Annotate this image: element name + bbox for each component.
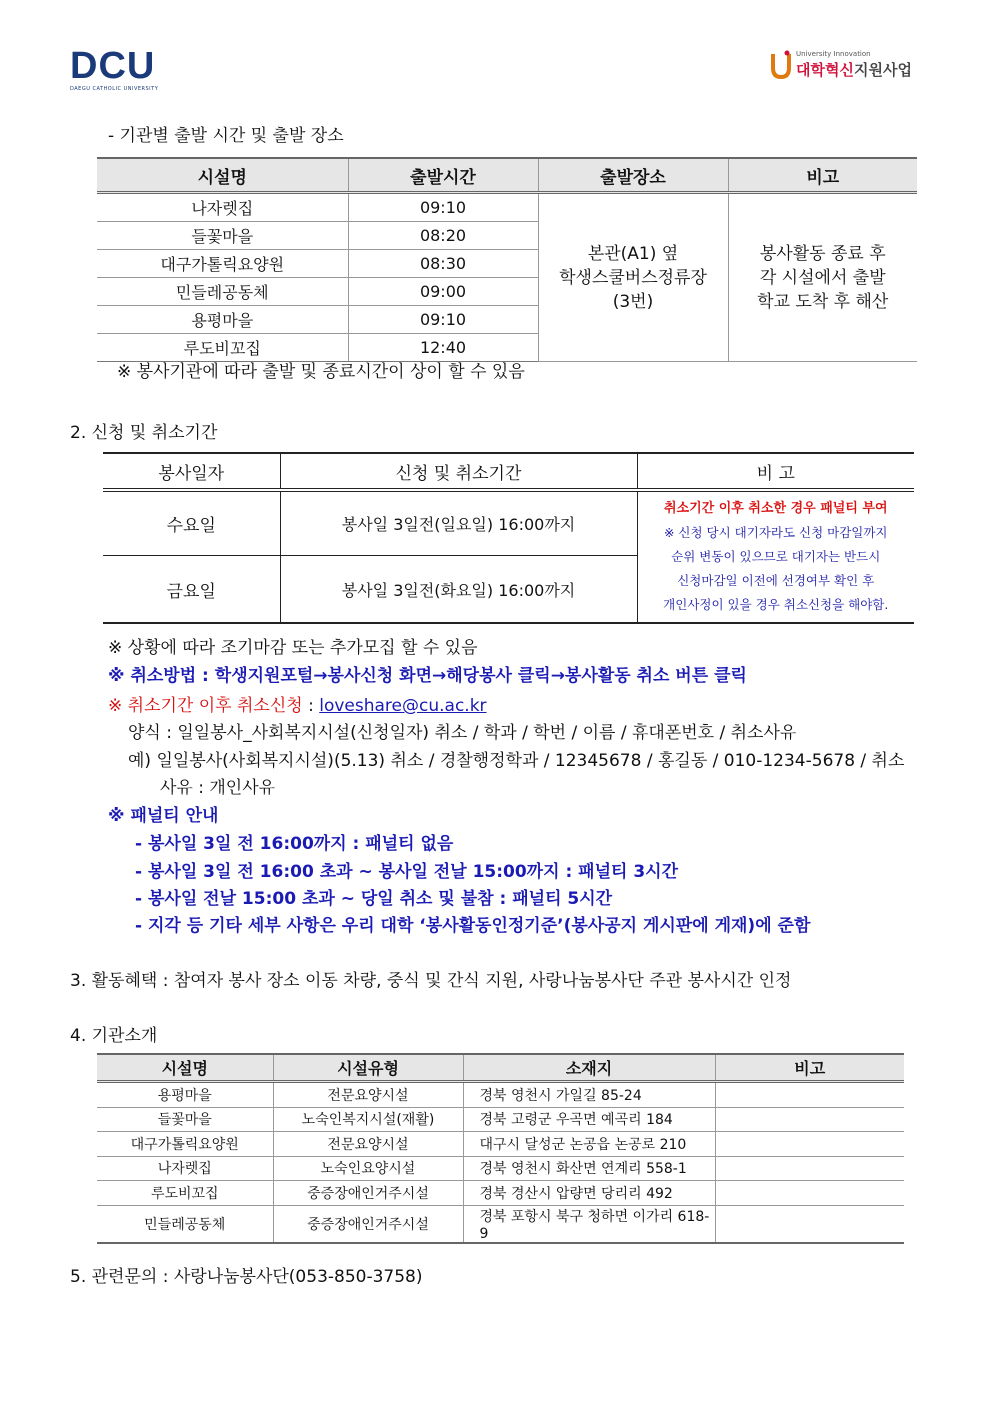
departure-place: [538, 193, 728, 362]
header-type: 시설유형: [273, 1054, 463, 1082]
header-facility: 시설명: [97, 158, 348, 193]
dcu-logo-text: DCU: [70, 45, 156, 87]
facility-address: 대구시 달성군 논공읍 논공로 210: [463, 1132, 715, 1157]
facility-name: 루도비꼬집: [97, 1181, 273, 1206]
facility-name: 루도비꼬집: [97, 334, 348, 362]
remark-line: 개인사정이 있을 경우 취소신청을 해야함.: [663, 597, 889, 612]
penalty-item: - 지각 등 기타 세부 사항은 우리 대학 ‘봉사활동인정기준’(봉사공지 게시판에 게재)에 준함: [135, 916, 811, 936]
penalty-title: ※ 패널티 안내: [108, 806, 219, 826]
table-row: [97, 1132, 904, 1157]
cancel-example-line: 예) 일일봉사(사회복지시설)(5.13) 취소 / 경찰행정학과 / 12345678 / 홍길동 / 010-1234-5678 / 취소: [128, 751, 905, 771]
departure-table-header: [97, 158, 917, 193]
departure-table: [97, 157, 917, 362]
table-row: [103, 490, 914, 556]
header-place: 출발장소: [538, 158, 728, 193]
facility-address: 경북 경산시 압량면 당리리 492: [463, 1181, 715, 1206]
facility-intro-table: [97, 1053, 904, 1244]
university-innovation-logo: [770, 50, 912, 80]
remark-line: 각 시설에서 출발: [759, 267, 886, 288]
cancel-method: ※ 취소방법 : 학생지원포털→봉사신청 화면→해당봉사 클릭→봉사활동 취소 버튼 클릭: [108, 666, 747, 686]
remark-line: 학교 도착 후 해산: [757, 291, 889, 312]
remark-line: 봉사활동 종료 후: [759, 243, 886, 264]
after-cancel-colon: :: [302, 696, 320, 716]
section4-title: 4. 기관소개: [70, 1026, 158, 1046]
facility-type: 전문요양시설: [273, 1132, 463, 1157]
penalty-item: - 봉사일 3일 전 16:00 초과 ~ 봉사일 전날 15:00까지 : 패널티 3시간: [135, 862, 679, 882]
service-day: 수요일: [103, 490, 280, 556]
cancel-example-line2: 사유 : 개인사유: [160, 778, 276, 798]
facility-address: 경북 영천시 화산면 연계리 558-1: [463, 1156, 715, 1181]
facility-note: [715, 1205, 904, 1243]
facility-note: [715, 1107, 904, 1132]
facility-name: 용평마을: [97, 1082, 273, 1108]
logo-sup-text: University Innovation: [796, 50, 871, 58]
facility-note: [715, 1082, 904, 1108]
table-row: [97, 1156, 904, 1181]
section3-benefits: 3. 활동혜택 : 참여자 봉사 장소 이동 차량, 중식 및 간식 지원, 사랑나눔봉사단 주관 봉사시간 인정: [70, 971, 792, 991]
header-facility: 시설명: [97, 1054, 273, 1082]
early-close-note: ※ 상황에 따라 조기마감 또는 추가모집 할 수 있음: [108, 638, 478, 658]
facility-name: 민들레공동체: [97, 278, 348, 306]
logo-main-text: [796, 59, 912, 80]
logo-rest-text: 지원사업: [853, 61, 912, 79]
place-line: (3번): [612, 291, 654, 312]
after-cancel-label: ※ 취소기간 이후 취소신청: [108, 696, 303, 716]
facility-address: 경북 영천시 가일길 85-24: [463, 1082, 715, 1108]
facility-type: 중증장애인거주시설: [273, 1205, 463, 1243]
header-remark: 비고: [728, 158, 917, 193]
application-period: 봉사일 3일전(일요일) 16:00까지: [280, 490, 637, 556]
header-time: 출발시간: [348, 158, 538, 193]
departure-remark: [728, 193, 917, 362]
section5-contact: 5. 관련문의 : 사랑나눔봉사단(053-850-3758): [70, 1267, 423, 1287]
penalty-warning: 취소기간 이후 취소한 경우 패널티 부여: [663, 501, 888, 516]
facility-type: 전문요양시설: [273, 1082, 463, 1108]
penalty-item: - 봉사일 3일 전 16:00까지 : 패널티 없음: [135, 834, 454, 854]
facility-type: 노숙인복지시설(재활): [273, 1107, 463, 1132]
facility-type: 노숙인요양시설: [273, 1156, 463, 1181]
dcu-logo: [70, 45, 159, 92]
application-period: 봉사일 3일전(화요일) 16:00까지: [280, 556, 637, 624]
table-row: [97, 1181, 904, 1206]
facility-address: 경북 고령군 우곡면 예곡리 184: [463, 1107, 715, 1132]
after-cancel-line: [108, 691, 487, 716]
header-period: 신청 및 취소기간: [280, 453, 637, 490]
header-remark: 비고: [715, 1054, 904, 1082]
remark-line: 순위 변동이 있으므로 대기자는 반드시: [671, 549, 881, 564]
logo-red-text: 대학혁신: [796, 61, 854, 79]
email-link[interactable]: loveshare@cu.ac.kr: [319, 696, 487, 716]
section1-subtitle: - 기관별 출발 시간 및 출발 장소: [108, 126, 344, 146]
facility-name: 들꽃마을: [97, 222, 348, 250]
facility-name: 대구가톨릭요양원: [97, 250, 348, 278]
header-service-day: 봉사일자: [158, 463, 225, 484]
departure-time: 09:00: [348, 278, 538, 306]
facility-address: 경북 포항시 북구 청하면 이가리 618-9: [463, 1205, 715, 1243]
departure-time: 09:10: [348, 306, 538, 334]
header-remark: 비 고: [637, 453, 914, 490]
departure-time: 08:30: [348, 250, 538, 278]
facility-table-header: [97, 1054, 904, 1082]
remark-line: ※ 신청 당시 대기자라도 신청 마감일까지: [663, 525, 888, 540]
departure-time: 09:10: [348, 193, 538, 222]
table-row: [97, 1107, 904, 1132]
remark-line: 신청마감일 이전에 선경여부 확인 후: [677, 573, 875, 588]
table-row: [97, 1082, 904, 1108]
facility-note: [715, 1156, 904, 1181]
table-row: [97, 193, 917, 222]
application-table-header: [103, 453, 914, 490]
facility-name: 나자렛집: [97, 193, 348, 222]
dcu-logo-subtext: DAEGU CATHOLIC UNIVERSITY: [70, 86, 159, 92]
facility-note: [715, 1181, 904, 1206]
facility-type: 중증장애인거주시설: [273, 1181, 463, 1206]
facility-name: 민들레공동체: [97, 1205, 273, 1243]
facility-name: 나자렛집: [97, 1156, 273, 1181]
table-row: [97, 1205, 904, 1243]
penalty-item: - 봉사일 전날 15:00 초과 ~ 당일 취소 및 불참 : 패널티 5시간: [135, 889, 613, 909]
section2-title: 2. 신청 및 취소기간: [70, 423, 218, 443]
facility-name: 대구가톨릭요양원: [97, 1132, 273, 1157]
service-day: 금요일: [103, 556, 280, 624]
facility-name: 용평마을: [97, 306, 348, 334]
innovation-u-icon: [770, 50, 792, 80]
departure-time: 12:40: [348, 334, 538, 362]
section1-note: ※ 봉사기관에 따라 출발 및 종료시간이 상이 할 수 있음: [117, 362, 525, 382]
cancel-form-line: 양식 : 일일봉사_사회복지시설(신청일자) 취소 / 학과 / 학번 / 이름 / 휴대폰번호 / 취소사유: [128, 723, 797, 743]
departure-time: 08:20: [348, 222, 538, 250]
place-line: 본관(A1) 옆: [587, 243, 679, 264]
facility-note: [715, 1132, 904, 1157]
application-period-table: [103, 452, 914, 624]
header-address: 소재지: [463, 1054, 715, 1082]
facility-name: 들꽃마을: [97, 1107, 273, 1132]
place-line: 학생스쿨버스정류장: [559, 267, 707, 288]
application-remark: [637, 490, 914, 623]
